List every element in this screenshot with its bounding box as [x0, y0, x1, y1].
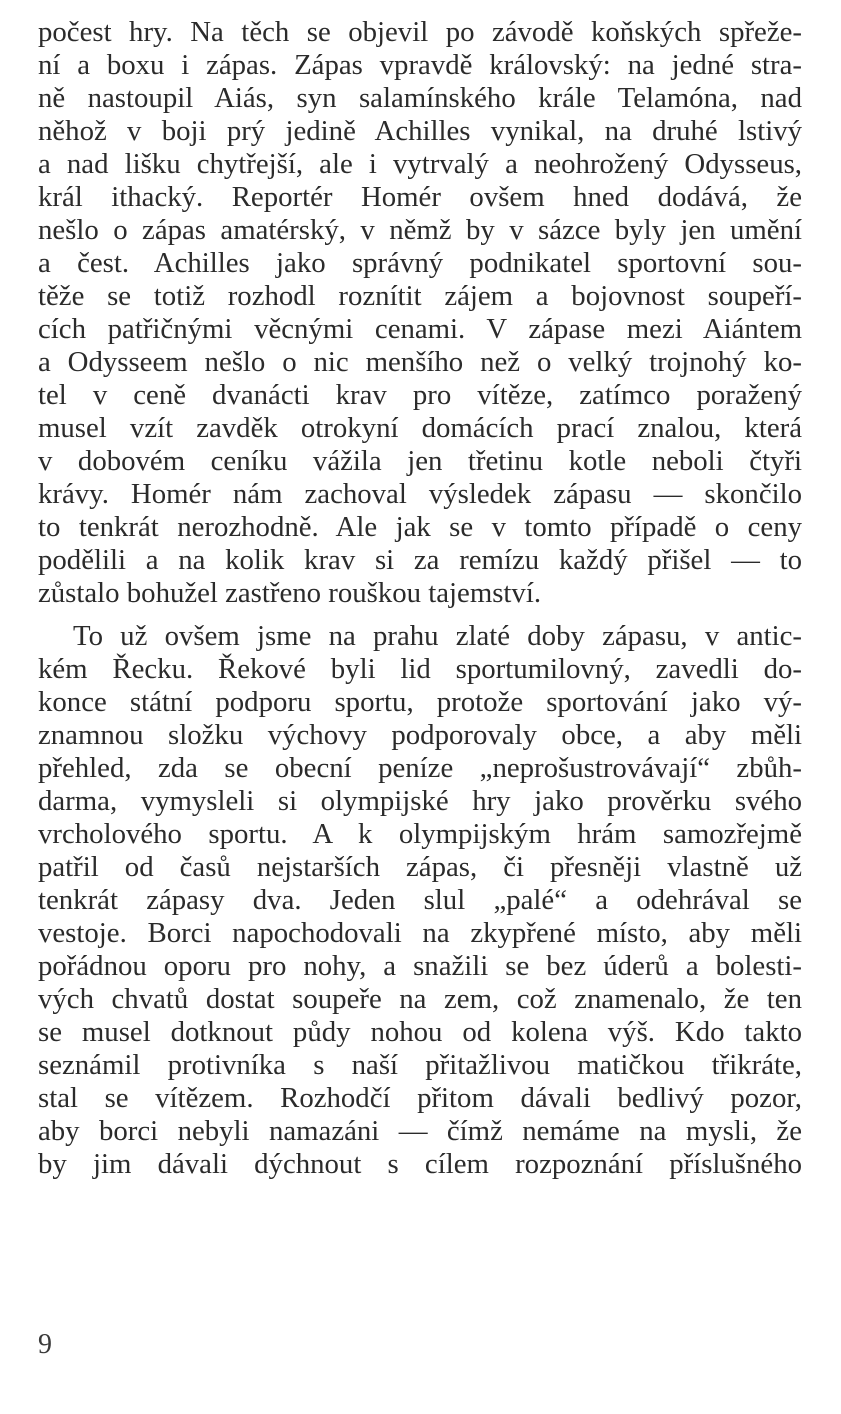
text-line: tenkrát zápasy dva. Jeden slul „palé“ a odehrával se	[38, 884, 802, 916]
text-line: se musel dotknout půdy nohou od kolena výš. Kdo takto	[38, 1016, 802, 1048]
page-number: 9	[38, 1329, 52, 1360]
text-line: znamnou složku výchovy podporovaly obce, a aby měli	[38, 719, 802, 751]
text-line: patřil od časů nejstarších zápas, či přesněji vlastně už	[38, 851, 802, 883]
text-line: podělili a na kolik krav si za remízu každý přišel — to	[38, 544, 802, 576]
text-line: a nad lišku chytřejší, ale i vytrvalý a neohrožený Odysseus,	[38, 148, 802, 180]
text-line: počest hry. Na těch se objevil po závodě koňských spřeže-	[38, 16, 802, 48]
paragraph-gap	[38, 610, 802, 620]
text-line: to tenkrát nerozhodně. Ale jak se v tomto případě o ceny	[38, 511, 802, 543]
text-line: přehled, zda se obecní peníze „neprošustrovávají“ zbůh-	[38, 752, 802, 784]
body-text	[38, 16, 802, 1181]
text-line: ně nastoupil Aiás, syn salamínského krále Telamóna, nad	[38, 82, 802, 114]
text-line: darma, vymysleli si olympijské hry jako prověrku svého	[38, 785, 802, 817]
text-line: a Odysseem nešlo o nic menšího než o velký trojnohý ko-	[38, 346, 802, 378]
text-line: musel vzít zavděk otrokyní domácích prací znalou, která	[38, 412, 802, 444]
paragraph	[38, 620, 802, 1181]
text-line: cích patřičnými věcnými cenami. V zápase mezi Aiántem	[38, 313, 802, 345]
text-line: krávy. Homér nám zachoval výsledek zápasu — skončilo	[38, 478, 802, 510]
text-line: stal se vítězem. Rozhodčí přitom dávali bedlivý pozor,	[38, 1082, 802, 1114]
paragraph	[38, 16, 802, 610]
text-line: To už ovšem jsme na prahu zlaté doby zápasu, v antic-	[73, 620, 802, 652]
text-line: tel v ceně dvanácti krav pro vítěze, zatímco poražený	[38, 379, 802, 411]
text-line: a čest. Achilles jako správný podnikatel sportovní sou-	[38, 247, 802, 279]
text-line: vých chvatů dostat soupeře na zem, což znamenalo, že ten	[38, 983, 802, 1015]
text-line: zůstalo bohužel zastřeno rouškou tajemství.	[38, 577, 542, 609]
text-line: král ithacký. Reportér Homér ovšem hned dodává, že	[38, 181, 802, 213]
text-line: v dobovém ceníku vážila jen třetinu kotle neboli čtyři	[38, 445, 802, 477]
text-line: něhož v boji prý jedině Achilles vynikal, na druhé lstivý	[38, 115, 802, 147]
text-line: vrcholového sportu. A k olympijským hrám samozřejmě	[38, 818, 802, 850]
text-line: seznámil protivníka s naší přitažlivou matičkou třikráte,	[38, 1049, 802, 1081]
text-line: nešlo o zápas amatérský, v němž by v sázce byly jen umění	[38, 214, 802, 246]
text-line: kém Řecku. Řekové byli lid sportumilovný, zavedli do-	[38, 653, 802, 685]
text-line: těže se totiž rozhodl roznítit zájem a bojovnost soupeří-	[38, 280, 802, 312]
text-line: pořádnou oporu pro nohy, a snažili se bez úderů a bolesti-	[38, 950, 802, 982]
text-line: vestoje. Borci napochodovali na zkypřené místo, aby měli	[38, 917, 802, 949]
text-line: aby borci nebyli namazáni — čímž nemáme na mysli, že	[38, 1115, 802, 1147]
text-line: ní a boxu i zápas. Zápas vpravdě královský: na jedné stra-	[38, 49, 802, 81]
text-line: by jim dávali dýchnout s cílem rozpoznání příslušného	[38, 1148, 802, 1180]
text-line: konce státní podporu sportu, protože sportování jako vý-	[38, 686, 802, 718]
